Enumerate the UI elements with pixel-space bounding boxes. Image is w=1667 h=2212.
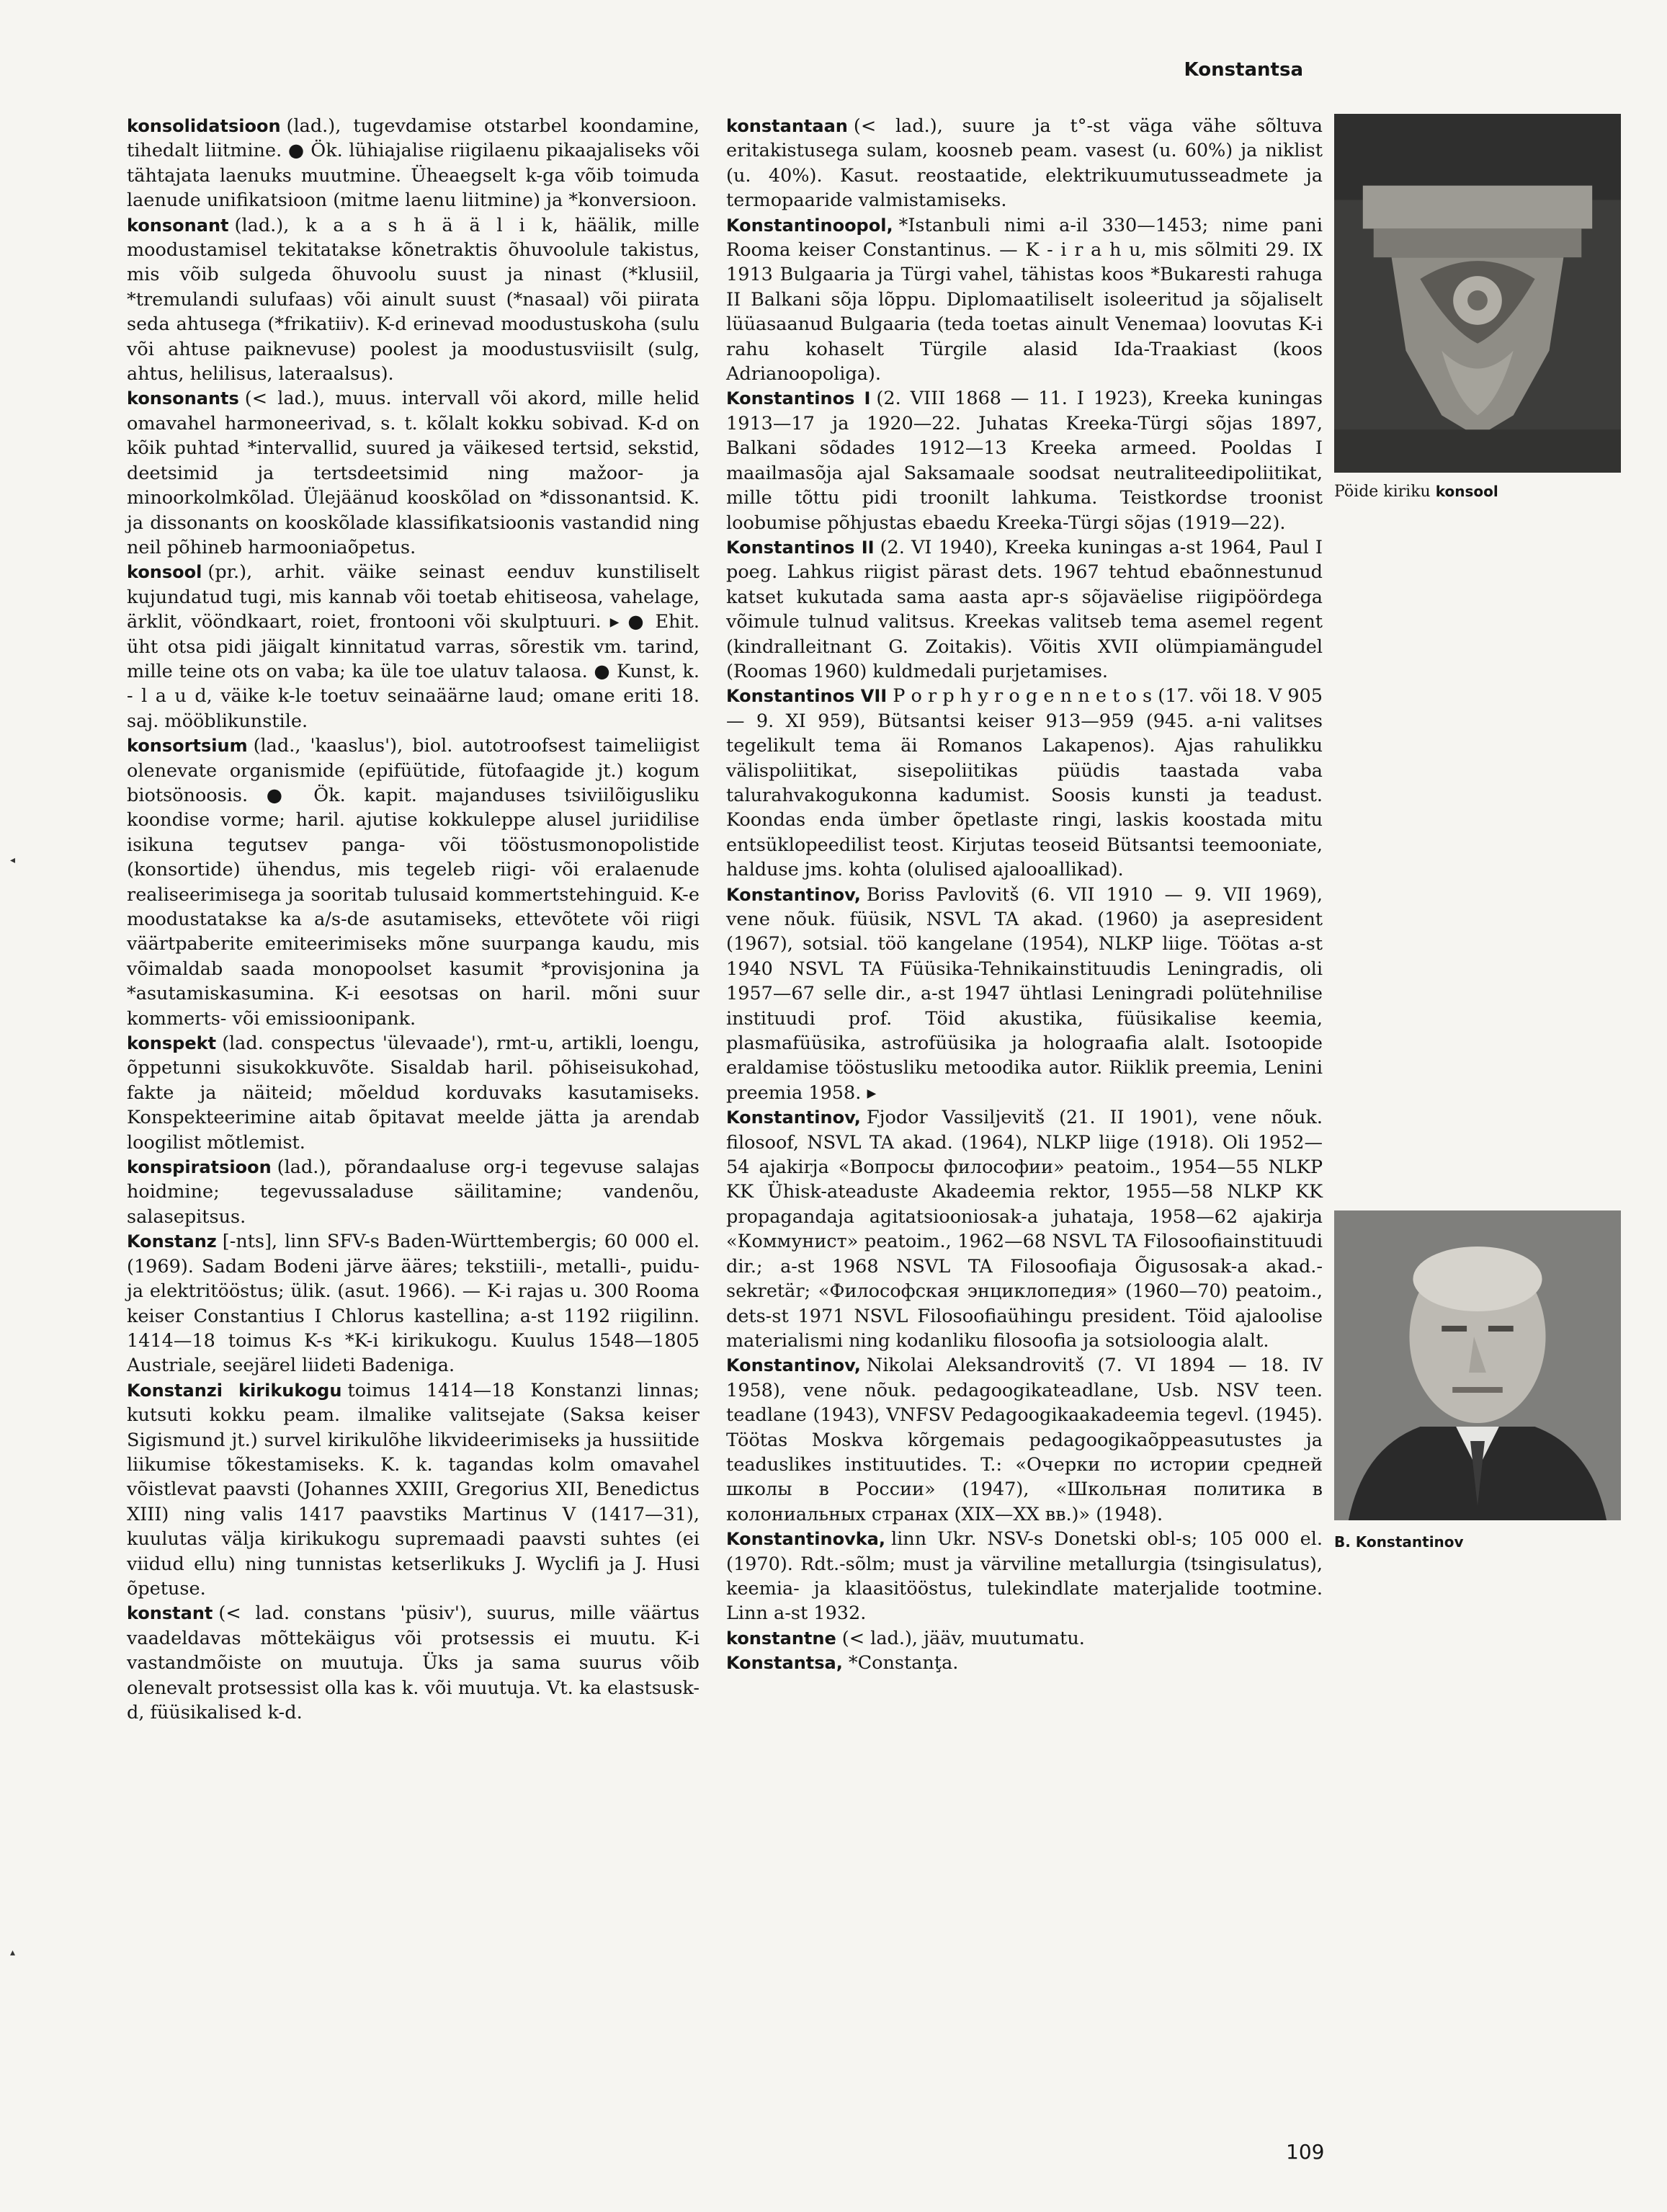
entry-text: (pr.), arhit. väike seinast eenduv kunstiliselt kujundatud tugi, mis kannab või toetab ehitiseosa, vahelage, ärklit, vööndkaart, roiet, frontooni või skulptuuri. ▸ ● Ehit. üht otsa pidi jäigalt kinnitatud varras, sõrestik vm. tarind, mille teine ots on vaba; ka üle toe ulatuv talaosa. ● Kunst, k. - l a u d, väike k-le toetuv seinaäärne laud; omane eriti 18. saj. mööblikunstile.	[127, 561, 700, 732]
entry-text: (< lad.), muus. intervall või akord, mille helid omavahel harmoneerivad, s. t. kõlalt kokku sobivad. K-d on kõik puhtad *intervallid, suured ja väikesed tertsid, sekstid, deetsimid ja tertsdeetsimid ning mažoor- ja minoorkolmkõlad. Ülejäänud kooskõlad on *dissonantsid. K. ja dissonants on kooskõlade klassifikatsioonis vastandid ning neil põhineb harmooniaõpetus.	[127, 388, 700, 558]
figure-caption	[1334, 483, 1621, 501]
portrait-drawing	[1334, 1210, 1621, 1520]
headword: Konstantinovka,	[726, 1529, 885, 1550]
entry-konsool	[127, 560, 700, 733]
entry-text: (lad. conspectus 'ülevaade'), rmt-u, artikli, loengu, õppetunni sisukokkuvõte. Sisaldab haril. põhiseisukohad, fakte ja näiteid; mõeldud korduvaks kasutamiseks. Konspekteerimine aitab õpitavat meelde jätta ja arendab loogilist mõtlemist.	[127, 1033, 700, 1154]
headword: konspekt	[127, 1033, 217, 1054]
entry-text: (< lad. constans 'püsiv'), suurus, mille väärtus vaadeldavas mõttekäigus või protsessis ei muutu. K-i vastandmõiste on muutuja. Üks ja sama suurus võib olenevalt protsessist olla kas k. või muutuja. Vt. ka elastsusk-d, füüsikalised k-d.	[127, 1602, 700, 1723]
entry-konsonants	[127, 386, 700, 560]
portrait-photo	[1334, 1210, 1621, 1520]
entry-konspiratsioon	[127, 1155, 700, 1229]
headword: konsonant	[127, 215, 229, 236]
entry-text: (< lad.), jääv, muutumatu.	[841, 1627, 1085, 1649]
console-photo-drawing	[1334, 114, 1621, 473]
entry-konstantinov-boriss	[726, 883, 1323, 1106]
headword: konsool	[127, 562, 202, 583]
entry-text: (lad., 'kaaslus'), biol. autotroofsest taimeliigist olenevate organismide (epifüütide, fütofaagide jt.) kogum biotsönoosis. ● Ök. kapit. majanduses tsiviilõigusliku koondise vorme; haril. ajutise kokkuleppe alusel juriidilise isikuna tegutsev panga- või tööstusmonopolistide (konsortide) ühendus, mis tegeleb riigi- või eralaenude realiseerimisega ja sooritab tulusaid kommertstehinguid. K-e moodustatakse ka a/s-de asutamiseks, ettevõtete või riigi väärtpaberite emiteerimiseks mõne suurpanga kaudu, mis võimaldab saada monopoolset kasumit *provisjonina ja *asutamiskasumina. K-i eesotsas on haril. mõni suur kommerts- või emissioonipank.	[127, 735, 700, 1030]
entry-konspekt	[127, 1031, 700, 1155]
entry-text: (lad.), k a a s h ä ä l i k, häälik, mille moodustamisel tekitatakse kõnetraktis õhuvoolule takistus, mis võib sulgeda õhuvoolu suust ja ninast (*klusiil, *tremulandi sulufaas) või ainult suust (*nasaal) või piirata seda ahtusega (*frikatiiv). K-d erinevad moodustuskoha (sulu või ahtuse paiknevuse) poolest ja moodustusviisilt (sulg, ahtus, helilisus, lateraalsus).	[127, 214, 700, 385]
entry-text: (lad.), põrandaaluse org-i tegevuse salajas hoidmine; tegevussaladuse säilitamine; vandenõu, salasepitsus.	[127, 1156, 700, 1228]
headword: Konstantsa,	[726, 1653, 843, 1674]
stone-console-photo	[1334, 114, 1621, 473]
headword: konsortsium	[127, 736, 248, 757]
entry-text: (2. VI 1940), Kreeka kuningas a-st 1964, Paul I poeg. Lahkus riigist pärast dets. 1967 tehtud ebaõnnestunud katset kukutada sama aasta apr-s sõjaväelise riigipöördega võimule tulnud valitsus. Kreekas valitseb tema asemel regent (kindralleitnant G. Zoitakis). Võitis XVII olümpiamängudel (Roomas 1960) kuldmedali purjetamises.	[726, 536, 1323, 682]
headword: Konstanzi kirikukogu	[127, 1380, 342, 1401]
headword: Konstantinos II	[726, 537, 875, 558]
margin-mark: ▴	[10, 1947, 16, 1958]
entry-text: Nikolai Aleksandrovitš (7. VI 1894 — 18. IV 1958), vene nõuk. pedagoogikateadlane, Usb. NSV teen. teadlane (1943), VNFSV Pedagoogikaakadeemia tegevl. (1945). Töötas Moskva kõrgemais pedagoogikaõppeasutustes ja teaduslikes instituutides. T.: «Очерки по истории средней школы в России» (1947), «Школьная политика в колониальных странах (XIX—XX вв.)» (1948).	[726, 1355, 1323, 1525]
headword: Konstantinoopol,	[726, 215, 893, 236]
headword: Konstantinos I	[726, 388, 871, 409]
running-head: Konstantsa	[1184, 59, 1303, 81]
entry-text: linn Ukr. NSV-s Donetski obl-s; 105 000 el. (1970). Rdt.-sõlm; must ja värviline metallurgia (tsingisulatus), keemia- ja klaasitööstus, tulekindlate materjalide tootmine. Linn a-st 1932.	[726, 1528, 1323, 1625]
entry-konstantinos-ii	[726, 535, 1323, 684]
headword: konspiratsioon	[127, 1157, 272, 1178]
headword: Konstantinov,	[726, 884, 861, 905]
headword: Konstantinos VII	[726, 686, 888, 707]
headword: konstant	[127, 1603, 213, 1624]
entry-konstantinovka	[726, 1527, 1323, 1626]
entry-konsortsium	[127, 733, 700, 1031]
entry-text: Boriss Pavlovitš (6. VII 1910 — 9. VII 1969), vene nõuk. füüsik, NSVL TA akad. (1960) ja asepresident (1967), sotsial. töö kangelane (1954), NLKP liige. Töötas a-st 1940 NSVL TA Füüsika-Tehnikainstituudis Leningradis, oli 1957—67 selle dir., a-st 1947 ühtlasi Leningradi polütehnilise instituudi prof. Töid akustika, füüsikalise keemia, plasmafüüsika, astrofüüsika ja holograafia alalt. Isotoopide eraldamise tööstusliku metoodika autor. Riiklik preemia, Lenini preemia 1958. ▸	[726, 883, 1323, 1104]
entry-konstantinov-nikolai	[726, 1353, 1323, 1527]
entry-text: *Constanţa.	[848, 1652, 959, 1674]
entry-konstantinov-fjodor	[726, 1105, 1323, 1353]
entry-text: (< lad.), suure ja t°-st väga vähe sõltuva eritakistusega sulam, koosneb peam. vasest (u. 60%) ja niklist (u. 40%). Kasut. reostaatide, elektrikuumutusseadmete ja termopaaride valmistamiseks.	[726, 115, 1323, 212]
entry-konstantinos-vii	[726, 684, 1323, 882]
middle-column	[726, 114, 1323, 1676]
headword: konsolidatsioon	[127, 116, 281, 136]
entry-konstantaan	[726, 114, 1323, 213]
headword: Konstantinov,	[726, 1355, 861, 1376]
margin-mark: ◂	[10, 855, 16, 866]
caption-bold: konsool	[1435, 483, 1498, 500]
figure-caption: B. Konstantinov	[1334, 1533, 1464, 1551]
entry-konsolidatsioon	[127, 114, 700, 213]
entry-konstantinos-i	[726, 386, 1323, 535]
left-column	[127, 114, 700, 1725]
entry-konstanz	[127, 1229, 700, 1378]
entry-text: (2. VIII 1868 — 11. I 1923), Kreeka kuningas 1913—17 ja 1920—22. Juhatas Kreeka-Türgi sõjas 1897, Balkani sõdades 1912—13 Kreeka armeed. Pooldas I maailmasõja ajal Saksamaale soodsat neutraliteedipoliitikat, mille tõttu pidi troonilt lahkuma. Teistkordse troonist loobumise põhjustas ebaedu Kreeka-Türgi sõjas (1919—22).	[726, 388, 1323, 534]
headword: Konstantinov,	[726, 1107, 861, 1128]
headword: konstantne	[726, 1628, 836, 1649]
entry-text: P o r p h y r o g e n n e t o s (17. või 18. V 905 — 9. XI 959), Bütsantsi keiser 913—959 (945. a-ni valitses tegelikult tema äi Romanos Lakapenos). Ajas rahulikku välispoliitikat, sisepoliitikas püüdis taastada vaba talurahvakogukonna kadumist. Soosis kunsti ja teadust. Koondas enda ümber õpetlaste ringi, laskis koostada mitu entsüklopeedilist teost. Kirjutas teoseid Bütsantsi teemooniate, halduse jms. kohta (olulised ajalooallikad).	[726, 685, 1323, 881]
entry-text: Fjodor Vassiljevitš (21. II 1901), vene nõuk. filosoof, NSVL TA akad. (1964), NLKP liige (1918). Oli 1952—54 ajakirja «Вопросы философии» peatoim., 1954—55 NLKP KK Ühisk-ateaduste Akadeemia rektor, 1955—58 NLKP KK propagandaja agitatsiooniosak-a juhataja, 1958—62 ajakirja «Коммунист» peatoim., 1962—68 NSVL TA Filosoofiainstituudi dir.; a-st 1968 NSVL TA Filosoofiaja Õigusosak-a akad.-sekretär; «Философская энциклопедия» (1960—70) peatoim., dets-st 1971 NSVL Filosoofiaühingu president. Töid ajaloolise materialismi ning kodanliku filosoofia ja sotsioloogia alalt.	[726, 1107, 1323, 1352]
entry-konstantne	[726, 1626, 1323, 1651]
entry-konstantsa	[726, 1651, 1323, 1675]
page-number: 109	[1286, 2140, 1325, 2164]
entry-text: (lad.), tugevdamise otstarbel koondamine, tihedalt liitmine. ● Ök. lühiajalise riigilaenu pikaajaliseks või tähtajata laenuks muutmine. Üheaegselt k-ga võib toimuda laenude unifikatsioon (mitme laenu liitmine) ja *konversioon.	[127, 115, 700, 212]
entry-text: [-nts], linn SFV-s Baden-Württembergis; 60 000 el. (1969). Sadam Bodeni järve ääres; tekstiili-, metalli-, puidu- ja elektritööstus; ülik. (asut. 1966). — K-i rajas u. 300 Rooma keiser Constantius I Chlorus kastellina; a-st 1192 riigilinn. 1414—18 toimus K-s *K-i kirikukogu. Kuulus 1548—1805 Austriale, seejärel liideti Badeniga.	[127, 1231, 700, 1377]
entry-konstantinoopol	[726, 213, 1323, 387]
entry-text: *Istanbuli nimi a-il 330—1453; nime pani Rooma keiser Constantinus. — K - i r a h u, mis sõlmiti 29. IX 1913 Bulgaaria ja Türgi vahel, tähistas koos *Bukaresti rahuga II Balkani sõja lõppu. Diplomaatiliselt isoleeritud ja sõjaliselt lüüasaanud Bulgaaria (teda toetas ainult Venemaa) loovutas K-i rahu kohaselt Türgile alasid Ida-Traakiast (koos Adrianoopoliga).	[726, 214, 1323, 385]
headword: Konstanz	[127, 1231, 217, 1252]
entry-konstant	[127, 1601, 700, 1725]
headword: konstantaan	[726, 116, 848, 136]
headword: konsonants	[127, 388, 239, 409]
caption-text: Pöide kiriku	[1334, 483, 1431, 501]
entry-konstanzi-kirikukogu	[127, 1378, 700, 1602]
entry-konsonant	[127, 213, 700, 387]
entry-text: toimus 1414—18 Konstanzi linnas; kutsuti kokku peam. ilmalike valitsejate (Saksa keiser Sigismund jt.) survel kirikulõhe likvideerimiseks ja hussiitide liikumise tõkestamiseks. K. k. tagandas kolm omavahel võistlevat paavsti (Johannes XXIII, Gregorius XII, Benedictus XIII) ning valis 1417 paavstiks Martinus V (1417—31), kuulutas välja kirikukogu supremaadi paavsti suhtes (ei viidud ellu) ning tunnistas ketserlikuks J. Wyclifi ja J. Husi õpetuse.	[127, 1379, 700, 1600]
